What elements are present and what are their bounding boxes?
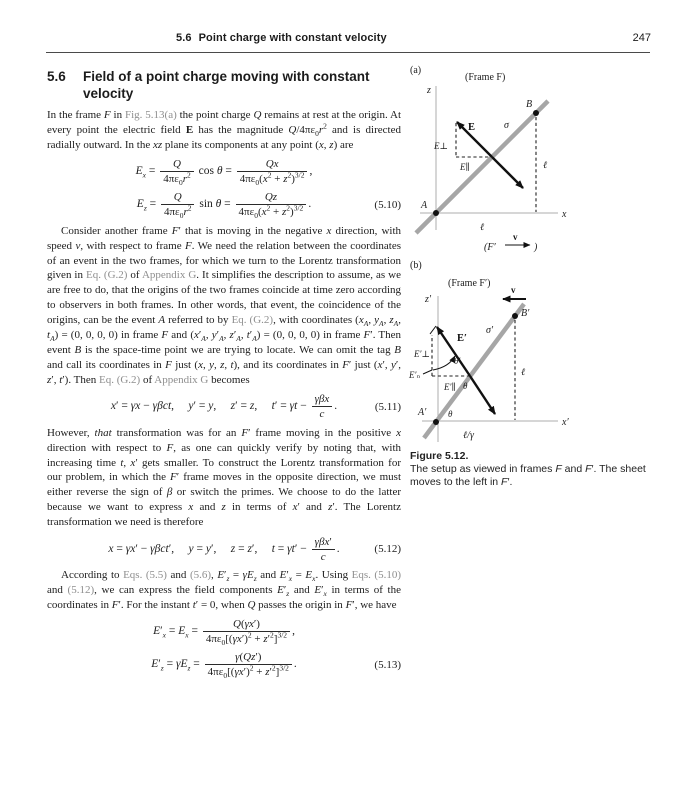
- theta-prime-label: θ′: [454, 356, 461, 366]
- rotation-arc-arrow: [433, 356, 455, 370]
- x-axis-label: x: [562, 209, 567, 220]
- e-field-vector-down: [492, 157, 523, 188]
- paragraph-2: Consider another frame F′ that is moving in the negative x direction, with speed v, with respect to frame F. We need the relation between the coordinates of an event in the two frames, for which we turn to the Lorentz transformation given in Eq. (G.2) of Appendix G. It simplifies the description to assume, as we are free to do, that the origins of the two frames coincide at time zero according to observers in both frames. In other words, that event, the coincidence of the origins, can be the event A referred to by Eq. (G.2), with coordinates ($x_A$, $y_A$, $z_A$, $t_A) = (0$, 0, 0, 0) in frame F and ($x'_A$, $y'_A$, $z'_A$, $t'_A) = (0$, 0, 0, 0) in frame F′. Then event B is the space-time point we are trying to locate. We can omit the tag B and call its coordinates in F just (x, y, z, t), and its coordinates in F′ just (x′, y′, z′, t′). Then Eq. (G.2) of Appendix G becomes: [47, 224, 402, 386]
- point-a-prime-dot: [433, 419, 439, 425]
- panel-b-frame-label: (Frame F′): [448, 278, 491, 289]
- equation-5.12-math: x = γx′ − γβct′, y = y′, z = z′, t = γt′ − $\frac{\text{γβx′}}{c}$ .: [108, 535, 340, 563]
- figure-5.12-panel-b: [408, 256, 678, 448]
- e-prime-perp-label: E′⊥: [414, 349, 430, 359]
- point-a-label: A: [421, 200, 428, 211]
- paragraph-4: According to Eqs. (5.5) and (5.6), $E'_z = \gamma E_z$ and $E'_x = E_x$. Using Eqs. (5.10) and (5.12), we can express the field components $E'_z$ and $E'_x$ in terms of the coordinates in F′. For the instant t′ = 0, when Q passes the origin in F′, we have: [47, 569, 401, 611]
- e-field-label: E: [468, 122, 476, 133]
- point-b-prime-label: B′: [521, 308, 530, 319]
- equation-number-5.12: (5.12): [374, 543, 401, 556]
- moving-frame-close: ): [534, 242, 538, 253]
- section-heading-title: Field of a point charge moving with constant velocity: [83, 69, 370, 101]
- e-par-label: E∥: [460, 162, 470, 172]
- sheet-density-prime-label: σ′: [486, 325, 494, 336]
- equation-5.10-line-2: [47, 191, 401, 219]
- ell-vertical-prime-label: ℓ: [521, 367, 526, 378]
- section-heading: [47, 68, 401, 102]
- charged-sheet-prime: [424, 304, 524, 438]
- equation-5.11-math: x′ = γx − γβct, y′ = y, z′ = z, t′ = γt − $\frac{\text{γβx}}{c}$ .: [110, 393, 338, 421]
- e-prime-par-label: E′∥: [444, 382, 456, 392]
- equation-5.11: [47, 393, 401, 421]
- main-text-column: [47, 68, 401, 684]
- figure-caption-title: Figure 5.12.: [410, 450, 469, 462]
- header-rule: [46, 52, 650, 53]
- z-prime-axis-label: z′: [425, 294, 432, 305]
- point-b-dot: [533, 110, 539, 116]
- equation-number-5.13: (5.13): [374, 658, 401, 671]
- panel-a-frame-label: (Frame F): [465, 72, 506, 83]
- e-prime-vector-down: [470, 376, 495, 414]
- section-heading-number: 5.6: [47, 69, 66, 84]
- theta-origin-label: θ: [448, 409, 453, 419]
- moving-frame-open: (F′: [484, 242, 496, 253]
- running-head: [176, 32, 387, 44]
- ell-vertical-label: ℓ: [543, 160, 548, 171]
- figure-caption: [410, 450, 658, 489]
- equation-5.12: [47, 535, 401, 563]
- equation-5.13-line-2: [47, 651, 401, 679]
- equation-number-5.11: (5.11): [374, 400, 401, 413]
- sheet-density-label: σ: [504, 120, 509, 131]
- point-a-prime-label: A′: [418, 407, 427, 418]
- parallelogram-edge: [430, 326, 436, 334]
- e-prime-label: E′: [457, 333, 467, 344]
- paragraph-3: However, that transformation was for an F′ frame moving in the positive x direction with respect to F, as one can quickly verify by noting that, with increasing time t, x′ gets smaller. To construct the Lorentz transformation for our problem, in which the F′ frame moves in the opposite direction, we must either reverse the sign of β or switch the primes. We choose to do the latter because we want to express x and z in terms of x′ and z′. The Lorentz transformation we need is therefore: [47, 426, 402, 529]
- equation-5.13-line-2-math: $E'_z = \gamma E_z$ = $\frac{\gamma(Qz')}{4\pi\varepsilon_0[(\gamma x')^2 + z'^2]^{3/2}}$ .: [151, 651, 297, 681]
- equation-5.10: [47, 158, 401, 219]
- equation-5.10-line-2-math: $E_z$ = $\frac{Q}{4\pi\varepsilon_0r^2}$ sin θ = $\frac{Qz}{4\pi\varepsilon_0(x^2 + z^2)^{3/2}}$ .: [136, 191, 312, 221]
- e-prime-n-leader-line: [423, 370, 432, 374]
- e-prime-n-label: E′ₙ: [409, 370, 421, 380]
- sheet-velocity-label: v: [511, 285, 516, 295]
- theta-mid-label: θ: [463, 381, 468, 391]
- running-head-section-number: 5.6: [176, 32, 192, 44]
- panel-a-tag: (a): [410, 65, 422, 76]
- point-a-dot: [433, 210, 439, 216]
- figure-5.12-panel-a: [408, 60, 678, 254]
- paragraph-1: In the frame F in Fig. 5.13(a) the point charge Q remains at rest at the origin. At every point the electric field E has the magnitude $Q/4\pi\varepsilon_0r^2$ and is directed radially outward. In the xz plane its components at any point (x, z) are: [47, 109, 402, 151]
- ell-horizontal-label: ℓ: [480, 222, 485, 233]
- x-prime-axis-label: x′: [562, 417, 569, 428]
- equation-5.13: [47, 618, 401, 679]
- equation-number-5.10: (5.10): [374, 198, 401, 211]
- frame-velocity-label: v: [513, 232, 518, 242]
- figure-caption-text: The setup as viewed in frames F and F′. The sheet moves to the left in F′.: [410, 463, 646, 488]
- equation-5.10-line-1: [47, 158, 401, 186]
- z-axis-label: z: [427, 85, 431, 96]
- point-b-label: B: [526, 99, 533, 110]
- page-number: 247: [632, 32, 651, 44]
- equation-5.13-line-1: [47, 618, 401, 646]
- e-perp-label: E⊥: [434, 141, 448, 151]
- running-head-title: Point charge with constant velocity: [198, 32, 387, 44]
- equation-5.10-line-1-math: $E_x$ = $\frac{Q}{4\pi\varepsilon_0r^2}$ cos θ = $\frac{Qx}{4\pi\varepsilon_0(x^2 + z^2)^{3/2}}$ ,: [135, 158, 313, 188]
- ell-over-gamma-label: ℓ/γ: [463, 430, 474, 441]
- point-b-prime-dot: [512, 313, 518, 319]
- panel-b-tag: (b): [410, 260, 422, 271]
- equation-5.13-line-1-math: $E'_x = E_x$ = $\frac{Q(\gamma x')}{4\pi\varepsilon_0[(\gamma x')^2 + z'^2]^{3/2}}$ ,: [153, 618, 295, 648]
